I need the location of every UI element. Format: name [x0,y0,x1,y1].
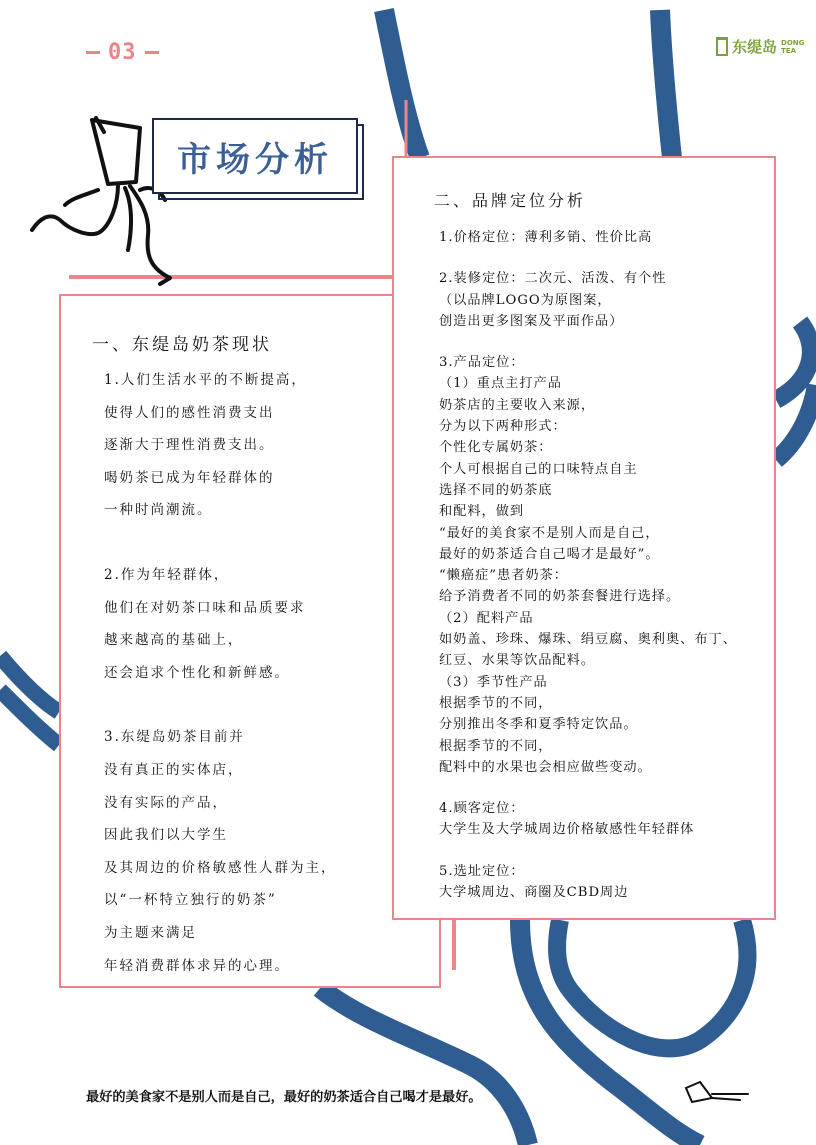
body-text-line: “最好的美食家不是别人而是自己， [439,525,660,541]
body-text-line: 一种时尚潮流。 [104,502,213,519]
body-text-line: 奶茶店的主要收入来源， [439,397,596,413]
body-text-line: 为主题来满足 [104,924,197,941]
body-text-line: 1.人们生活水平的不断提高， [104,372,307,388]
blue-ribbon-bottom-left [320,988,528,1145]
body-text-line: 逐渐大于理性消费支出。 [104,437,275,454]
paragraph-spacer [439,333,769,353]
body-text-line: 没有实际的产品， [104,794,228,811]
paragraph-spacer [439,779,769,799]
blue-ribbon-top-right [660,10,672,158]
logo-en-line1: DONG [781,38,805,47]
body-text-line: 个性化专属奶茶： [439,440,553,456]
paragraph-spacer [104,533,434,565]
body-text-line: 因此我们以大学生 [104,827,228,844]
body-text-line: 还会追求个性化和新鲜感。 [104,664,290,681]
running-cup-mascot-illustration [32,118,170,284]
lying-cup-mascot-illustration [686,1082,748,1102]
body-text-line: 大学生及大学城周边价格敏感性年轻群体 [439,822,695,838]
body-text-line: 个人可根据自己的口味特点自主 [439,461,638,477]
body-text-line: （2）配料产品 [439,610,534,626]
brand-logo [716,36,804,57]
cup-logo-icon [716,37,728,56]
body-text-line: 3.产品定位： [439,355,525,371]
body-text-line: 2.装修定位：二次元、活泼、有个性 [439,271,667,287]
left-section-body [104,370,434,988]
footer-slogan: 最好的美食家不是别人而是自己，最好的奶茶适合自己喝才是最好。 [86,1090,482,1105]
body-text-line: 如奶盖、珍珠、爆珠、绢豆腐、奥利奥、布丁、 [439,632,737,648]
logo-en-line2: TEA [781,46,796,55]
body-text-line: 以“一杯特立独行的奶茶” [104,892,277,909]
body-text-line: 分为以下两种形式： [439,419,567,435]
body-text-line: 5.选址定位： [439,863,525,879]
body-text-line: 大学城周边、商圈及CBD周边 [439,885,629,901]
body-text-line: 喝奶茶已成为年轻群体的 [104,469,275,486]
logo-cn-text: 东缇岛 [732,38,778,56]
body-text-line: 2.作为年轻群体， [104,566,230,583]
body-text-line: 年轻消费群体求异的心理。 [104,957,290,974]
paragraph-spacer [439,842,769,862]
body-text-line: 使得人们的感性消费支出 [104,404,275,421]
body-text-line: 选择不同的奶茶底 [439,482,553,498]
blue-ribbon-left [0,656,59,745]
body-text-line: 最好的奶茶适合自己喝才是最好”。 [439,546,660,562]
body-text-line: 分别推出冬季和夏季特定饮品。 [439,717,638,733]
paragraph-spacer [439,249,769,269]
body-text-line: 红豆、水果等饮品配料。 [439,653,596,669]
body-text-line: 没有真正的实体店， [104,761,244,778]
blue-ribbon-bottom-loop-2 [557,920,747,1048]
body-text-line: 4.顾客定位： [439,801,525,817]
body-text-line: “懒癌症”患者奶茶： [439,568,568,584]
body-text-line: 和配料，做到 [439,504,525,520]
body-text-line: 越来越高的基础上， [104,632,244,649]
body-text-line: 根据季节的不同， [439,695,553,711]
body-text-line: 他们在对奶茶口味和品质要求 [104,599,306,616]
page-number-line-right [145,51,159,54]
left-section-heading: 一、东缇岛奶茶现状 [92,335,272,355]
body-text-line: （1）重点主打产品 [439,376,562,392]
blue-ribbon-top [384,10,420,158]
page-number-line-left [86,51,100,54]
body-text-line: 根据季节的不同， [439,738,553,754]
body-text-line: 给予消费者不同的奶茶套餐进行选择。 [439,589,681,605]
body-text-line: 配料中的水果也会相应做些变动。 [439,759,652,775]
page-number [86,40,159,65]
body-text-line: 及其周边的价格敏感性人群为主， [104,859,337,876]
page-title: 市场分析 [177,139,333,180]
body-text-line: （3）季节性产品 [439,674,548,690]
body-text-line: （以品牌LOGO为原图案， [439,292,612,308]
right-section-body [439,228,769,904]
right-section-heading: 二、品牌定位分析 [434,191,587,210]
body-text-line: 1.价格定位：薄利多销、性价比高 [439,230,653,245]
body-text-line: 3.东缇岛奶茶目前并 [104,729,245,746]
blue-ribbon-right-curve [776,322,816,460]
body-text-line: 创造出更多图案及平面作品） [439,313,624,329]
paragraph-spacer [104,695,434,727]
page-number-text: 03 [108,40,137,65]
